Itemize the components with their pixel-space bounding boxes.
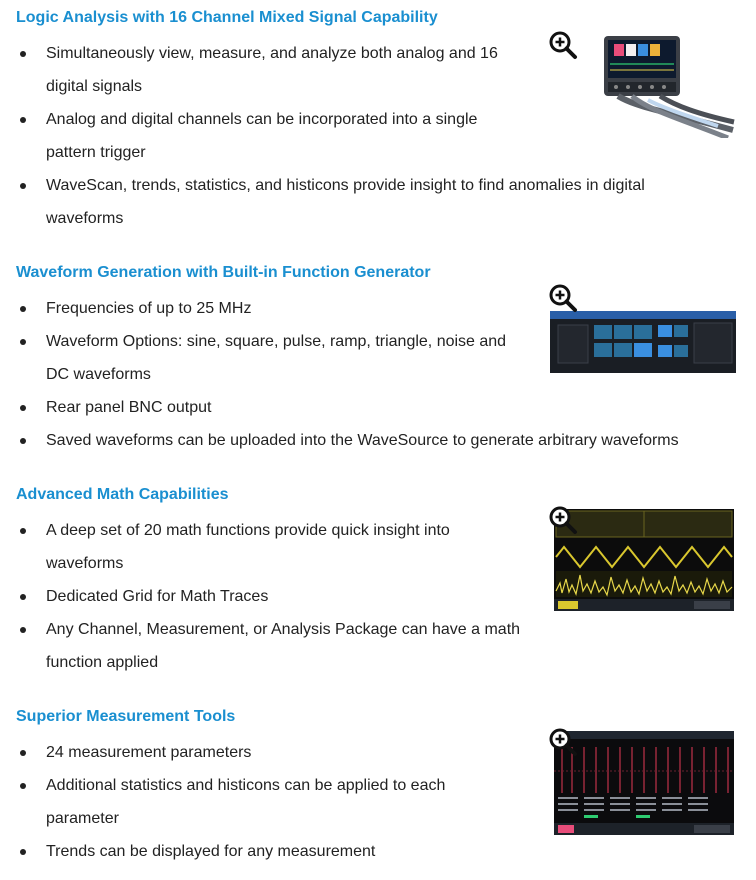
list-item: 24 measurement parameters <box>0 736 445 769</box>
bullet-list <box>0 736 445 868</box>
list-item: Trends can be displayed for any measurement <box>0 835 445 868</box>
measurement-table-image <box>554 731 734 835</box>
section-title: Logic Analysis with 16 Channel Mixed Signal Capability <box>16 9 438 26</box>
list-item: Frequencies of up to 25 MHz <box>0 292 679 325</box>
oscilloscope-image <box>548 30 738 138</box>
section-title: Advanced Math Capabilities <box>16 486 229 503</box>
math-traces-image <box>554 509 734 611</box>
list-item: Any Channel, Measurement, or Analysis Package can have a math <box>0 613 520 646</box>
product-thumbnail[interactable] <box>548 727 738 837</box>
product-thumbnail[interactable] <box>548 505 738 613</box>
bullet-list <box>0 514 520 679</box>
list-item-continuation: digital signals <box>46 78 143 95</box>
list-item: Analog and digital channels can be incorporated into a single <box>0 103 645 136</box>
list-item-continuation: waveforms <box>46 210 124 227</box>
list-item: Waveform Options: sine, square, pulse, ramp, triangle, noise and <box>0 325 679 358</box>
zoom-in-icon[interactable] <box>548 505 578 535</box>
list-item-continuation: pattern trigger <box>46 144 146 161</box>
zoom-in-icon[interactable] <box>548 727 578 757</box>
section-title: Superior Measurement Tools <box>16 708 236 725</box>
function-generator-image <box>550 311 736 373</box>
list-item: WaveScan, trends, statistics, and histicons provide insight to find anomalies in digital <box>0 169 645 202</box>
list-item: Additional statistics and histicons can be applied to each <box>0 769 445 802</box>
list-item: A deep set of 20 math functions provide quick insight into <box>0 514 520 547</box>
list-item-continuation: function applied <box>46 654 159 671</box>
list-item-continuation: waveforms <box>46 555 124 572</box>
list-item-continuation: parameter <box>46 810 119 827</box>
product-thumbnail[interactable] <box>548 30 738 138</box>
zoom-in-icon[interactable] <box>548 283 578 313</box>
product-thumbnail[interactable] <box>548 283 738 373</box>
list-item: Dedicated Grid for Math Traces <box>0 580 520 613</box>
list-item: Saved waveforms can be uploaded into the WaveSource to generate arbitrary waveforms <box>0 424 679 457</box>
list-item-continuation: DC waveforms <box>46 366 151 383</box>
section-title: Waveform Generation with Built-in Function Generator <box>16 264 431 281</box>
list-item: Simultaneously view, measure, and analyze both analog and 16 <box>0 37 645 70</box>
list-item: Rear panel BNC output <box>0 391 679 424</box>
